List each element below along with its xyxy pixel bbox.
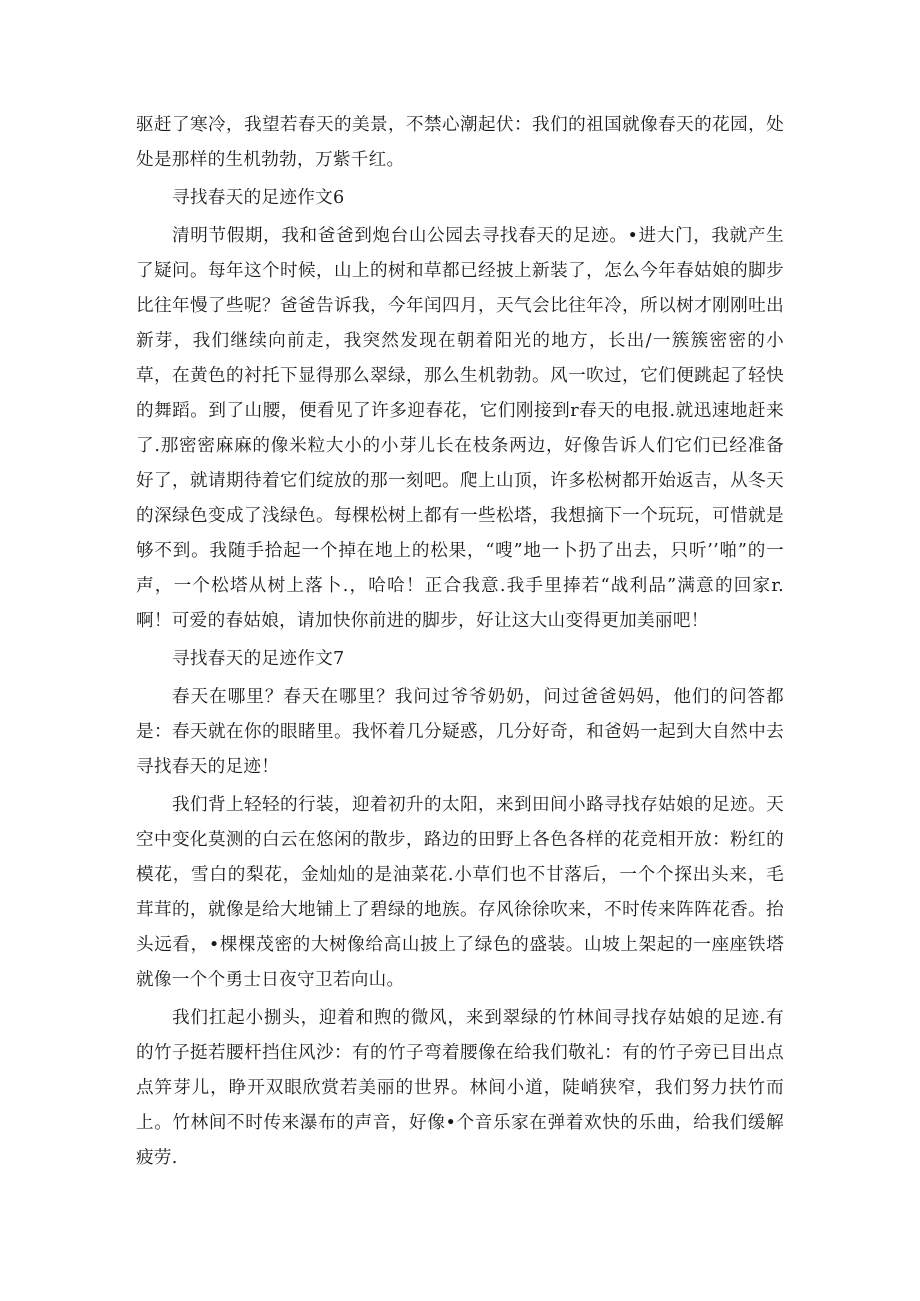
document-body	[136, 108, 784, 1176]
paragraph-essay-7-intro: 春天在哪里？春天在哪里？我问过爷爷奶奶，问过爸爸妈妈，他们的问答都是：春天就在你的眼睹里。我怀着几分疑惑，几分好奇，和爸妈一起到大自然中去寻找春天的足迹！	[136, 687, 784, 777]
paragraph-essay-6: 清明节假期，我和爸爸到炮台山公园去寻找春天的足迹。•进大门，我就产生了疑问。每年这个时候，山上的树和草都已经披上新装了，怎么今年春姑娘的脚步比往年慢了些呢？爸爸告诉我，今年闰四月，天气会比往年冷，所以树才刚刚吐出新芽，我们继续向前走，我突然发现在朝着阳光的地方，长出/一簇簇密密的小草，在黄色的衬托下显得那么翠绿，那么生机勃勃。风一吹过，它们便跳起了轻快的舞蹈。到了山腰，便看见了许多迎春花，它们刚接到r春天的电报.就迅速地赶来了.那密密麻麻的像米粒大小的小芽儿长在枝条两边，好像告诉人们它们已经准备好了，就请期待着它们绽放的那一刻吧。爬上山顶，许多松树都开始返吉，从冬天的深绿色变成了浅绿色。每棵松树上都有一些松塔，我想摘下一个玩玩，可惜就是够不到。我随手拾起一个掉在地上的松果，“嗖”地一卜扔了出去，只听’’啪”的一声，一个松塔从树上落卜.，哈哈！正合我意.我手里捧若“战利品”满意的回家r.啊！可爱的春姑娘，请加快你前进的脚步，好让这大山变得更加美丽吧！	[136, 226, 784, 631]
section-title-7: 寻找春天的足迹作文7	[172, 649, 345, 669]
section-title-6: 寻找春天的足迹作文6	[172, 188, 345, 208]
paragraph-continued: 驱赶了寒冷，我望若春天的美景，不禁心潮起伏：我们的祖国就像春天的花园，处处是那样的生机勃勃，万紫千红。	[136, 115, 784, 170]
paragraph-essay-7-bamboo: 我们扛起小捌头，迎着和煦的微风，来到翠绿的竹林间寻找存姑娘的足迹.有的竹子挺若腰杆挡住风沙：有的竹子弯着腰像在给我们敬礼：有的竹子旁已目出点点笄芽儿，睁开双眼欣赏若美丽的世界。林间小道，陡峭狭窄，我们努力扶竹而上。竹林间不时传来瀑布的声音，好像•个音乐家在弹着欢快的乐曲，给我们缓解疲劳.	[136, 1008, 784, 1168]
paragraph-essay-7-fields: 我们背上轻轻的行装，迎着初升的太阳，来到田间小路寻找存姑娘的足迹。天空中变化莫测的白云在悠闲的散步，路边的田野上各色各样的花竞相开放：粉红的模花，雪白的梨花，金灿灿的是油菜花.小草们也不甘落后，一个个探出头来，毛茸茸的，就像是给大地铺上了碧绿的地族。存风徐徐吹来，不时传来阵阵花香。抬头远看，•棵棵茂密的大树像给高山披上了绿色的盛装。山坡上架起的一座座铁塔就像一个个勇士日夜守卫若向山。	[136, 795, 784, 990]
